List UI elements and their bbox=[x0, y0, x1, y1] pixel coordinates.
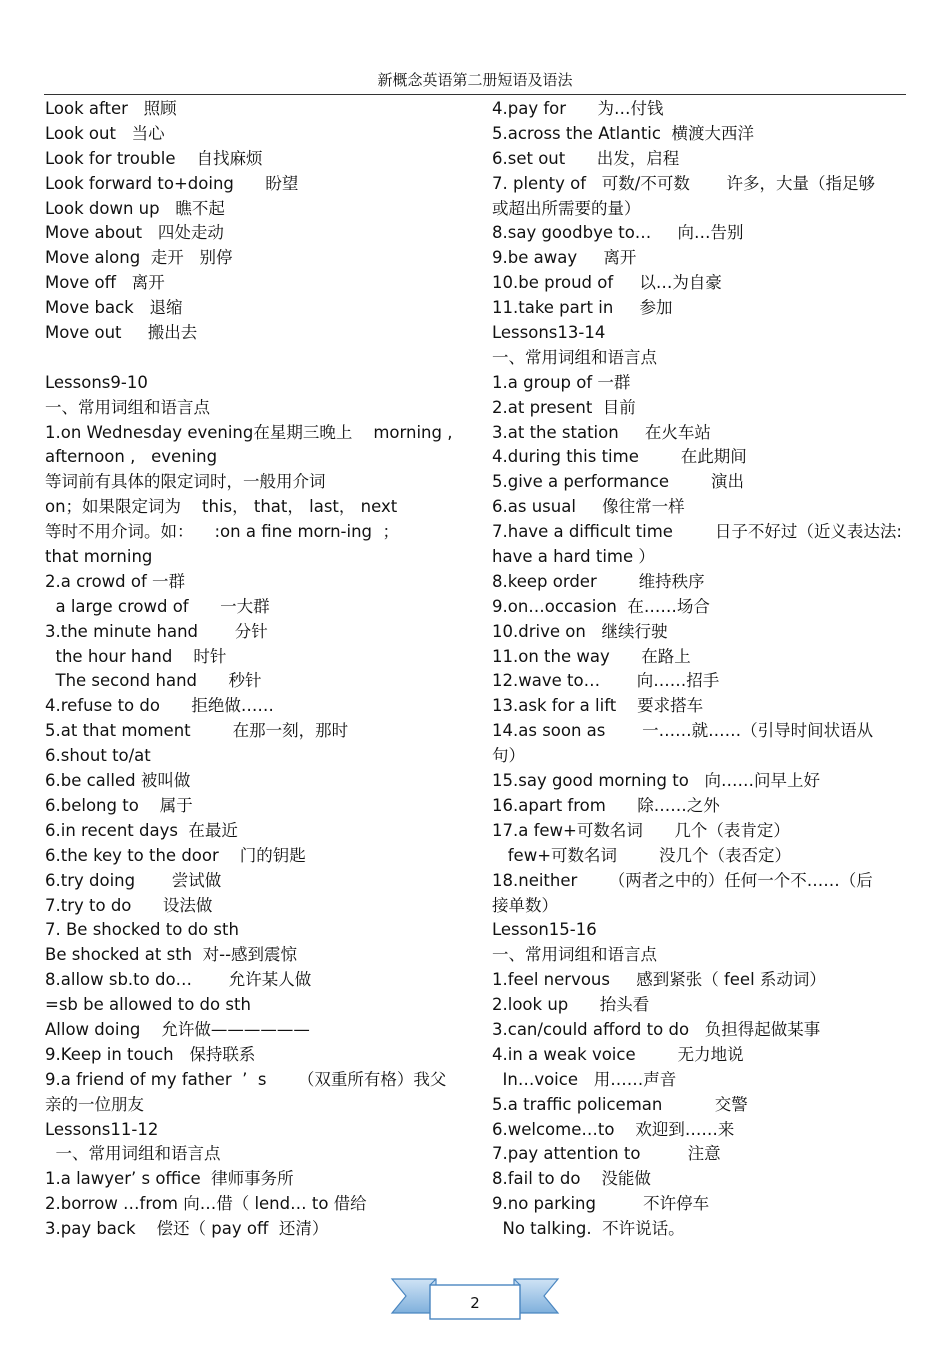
left-column-line: Look after 照顾 bbox=[45, 99, 177, 118]
right-column-line: 6.as usual 像往常一样 bbox=[492, 497, 685, 517]
left-column-line: on；如果限定词为 this， that， last， next bbox=[45, 497, 398, 517]
left-column-line: 1.on Wednesday evening在星期三晚上 morning , bbox=[45, 422, 453, 442]
left-column-line: The second hand 秒针 bbox=[45, 671, 262, 691]
right-column-line: 9.be away 离开 bbox=[492, 248, 637, 268]
left-column-line: 6.belong to 属于 bbox=[45, 795, 193, 815]
right-column-line: 8.say goodbye to… 向…告别 bbox=[492, 223, 744, 243]
left-column-line: Allow doing 允许做—————— bbox=[45, 1019, 310, 1039]
left-column-line: that morning bbox=[45, 547, 153, 567]
right-column-line: 9.no parking 不许停车 bbox=[492, 1194, 710, 1214]
left-column-line: 7.try to do 设法做 bbox=[45, 895, 213, 915]
right-column-line: 15.say good morning to 向……问早上好 bbox=[492, 771, 821, 791]
left-column-line: Move off 离开 bbox=[45, 273, 165, 293]
left-column-line: Look forward to+doing 盼望 bbox=[45, 173, 299, 193]
left-column-line: 6.be called 被叫做 bbox=[45, 771, 191, 791]
left-column-line: Be shocked at sth 对--感到震惊 bbox=[45, 945, 298, 965]
right-column-line: 10.be proud of 以…为自豪 bbox=[492, 273, 722, 293]
right-column-line: 2.at present 目前 bbox=[492, 397, 636, 417]
right-column-line: 8.fail to do 没能做 bbox=[492, 1169, 651, 1189]
page-number: 2 bbox=[470, 1294, 480, 1312]
right-column bbox=[492, 97, 902, 1242]
left-column-line: Look for trouble 自找麻烦 bbox=[45, 148, 263, 168]
right-column-line: 13.ask for a lift 要求搭车 bbox=[492, 696, 704, 716]
right-column-line: 18.neither （两者之中的）任何一个不……（后 bbox=[492, 870, 873, 890]
left-column-line: 6.shout to/at bbox=[45, 746, 151, 766]
left-column-line: 2.a crowd of 一群 bbox=[45, 571, 186, 591]
left-column-line: Lessons11-12 bbox=[45, 1119, 159, 1139]
left-column-line: 亲的一位朋友 bbox=[45, 1094, 144, 1114]
right-column-line: few+可数名词 没几个（表否定） bbox=[492, 845, 791, 865]
left-column-line: 1.a lawyer’ s office 律师事务所 bbox=[45, 1169, 294, 1189]
left-column bbox=[45, 97, 455, 1242]
right-column-line: 4.during this time 在此期间 bbox=[492, 447, 747, 467]
left-column-line: Lessons9-10 bbox=[45, 372, 148, 392]
right-column-line: 8.keep order 维持秩序 bbox=[492, 571, 705, 591]
left-column-line: 4.refuse to do 拒绝做…… bbox=[45, 696, 274, 716]
right-column-line: In…voice 用……声音 bbox=[492, 1069, 677, 1089]
right-column-line: 一、常用词组和语言点 bbox=[492, 347, 657, 367]
left-column-line: Move out 搬出去 bbox=[45, 323, 198, 343]
left-column-line: 一、常用词组和语言点 bbox=[45, 1144, 221, 1164]
right-column-line: 2.look up 抬头看 bbox=[492, 995, 650, 1015]
page-footer-ornament bbox=[390, 1275, 560, 1321]
right-column-line: have a hard time ） bbox=[492, 547, 655, 567]
left-column-line: a large crowd of 一大群 bbox=[45, 596, 270, 616]
right-column-line: 14.as soon as 一……就……（引导时间状语从 bbox=[492, 721, 874, 741]
left-column-line: 等时不用介词。如： :on a fine morn-ing ； bbox=[45, 522, 400, 542]
right-column-line: Lessons13-14 bbox=[492, 323, 606, 343]
right-column-line: 12.wave to… 向……招手 bbox=[492, 671, 720, 691]
right-column-line: 6.set out 出发，启程 bbox=[492, 148, 680, 168]
left-column-line: 等词前有具体的限定词时，一般用介词 bbox=[45, 472, 326, 492]
left-column-line: 6.in recent days 在最近 bbox=[45, 820, 238, 840]
right-column-line: No talking. 不许说话。 bbox=[492, 1219, 685, 1239]
left-column-line: 3.the minute hand 分针 bbox=[45, 621, 268, 641]
left-column-line: Look down up 瞧不起 bbox=[45, 198, 225, 218]
left-column-line: =sb be allowed to do sth bbox=[45, 995, 251, 1015]
right-column-line: 7.have a difficult time 日子不好过（近义表达法: bbox=[492, 522, 902, 542]
left-column-line: Move along 走开 别停 bbox=[45, 248, 233, 268]
right-column-line: Lesson15-16 bbox=[492, 920, 597, 940]
left-column-line: 8.allow sb.to do… 允许某人做 bbox=[45, 970, 312, 990]
left-column-line: 9.a friend of my father ’ s （双重所有格）我父 bbox=[45, 1069, 447, 1089]
right-column-line: 17.a few+可数名词 几个（表肯定） bbox=[492, 820, 790, 840]
right-column-line: 1.feel nervous 感到紧张（ feel 系动词） bbox=[492, 970, 826, 990]
left-column-line bbox=[45, 346, 455, 371]
left-column-line: 2.borrow …from 向…借（ lend… to 借给 bbox=[45, 1194, 367, 1214]
right-column-line: 4.in a weak voice 无力地说 bbox=[492, 1044, 744, 1064]
right-column-line: 5.give a performance 演出 bbox=[492, 472, 744, 492]
right-column-line: 11.take part in 参加 bbox=[492, 298, 673, 318]
right-column-line: 3.at the station 在火车站 bbox=[492, 422, 711, 442]
left-column-line: 6.the key to the door 门的钥匙 bbox=[45, 845, 306, 865]
left-column-line: Move back 退缩 bbox=[45, 298, 183, 318]
right-column-line: 11.on the way 在路上 bbox=[492, 646, 691, 666]
right-column-line: 一、常用词组和语言点 bbox=[492, 945, 657, 965]
right-column-line: 句） bbox=[492, 746, 525, 766]
right-column-line: 6.welcome…to 欢迎到……来 bbox=[492, 1119, 735, 1139]
page-header-title: 新概念英语第二册短语及语法 bbox=[377, 71, 573, 89]
left-column-line: the hour hand 时针 bbox=[45, 646, 227, 666]
left-column-line: afternoon , evening bbox=[45, 447, 218, 467]
right-column-line: 16.apart from 除……之外 bbox=[492, 795, 720, 815]
left-column-line: Move about 四处走动 bbox=[45, 223, 224, 243]
header-rule bbox=[44, 94, 906, 95]
right-column-line: 10.drive on 继续行驶 bbox=[492, 621, 668, 641]
left-column-line: 7. Be shocked to do sth bbox=[45, 920, 239, 940]
left-column-line: Look out 当心 bbox=[45, 123, 165, 143]
left-column-line: 3.pay back 偿还（ pay off 还清） bbox=[45, 1219, 329, 1239]
right-column-line: 7.pay attention to 注意 bbox=[492, 1144, 721, 1164]
right-column-line: 5.a traffic policeman 交警 bbox=[492, 1094, 748, 1114]
right-column-line: 接单数） bbox=[492, 895, 558, 915]
left-column-line: 6.try doing 尝试做 bbox=[45, 870, 222, 890]
left-column-line: 5.at that moment 在那一刻，那时 bbox=[45, 721, 349, 741]
right-column-line: 4.pay for 为…付钱 bbox=[492, 99, 664, 118]
right-column-line: 9.on…occasion 在……场合 bbox=[492, 596, 710, 616]
left-column-line: 一、常用词组和语言点 bbox=[45, 397, 210, 417]
right-column-line: 7. plenty of 可数/不可数 许多，大量（指足够 bbox=[492, 173, 876, 193]
left-column-line: 9.Keep in touch 保持联系 bbox=[45, 1044, 256, 1064]
right-column-line: 5.across the Atlantic 横渡大西洋 bbox=[492, 123, 754, 143]
right-column-line: 1.a group of 一群 bbox=[492, 372, 631, 392]
right-column-line: 或超出所需要的量） bbox=[492, 198, 641, 218]
right-column-line: 3.can/could afford to do 负担得起做某事 bbox=[492, 1019, 821, 1039]
